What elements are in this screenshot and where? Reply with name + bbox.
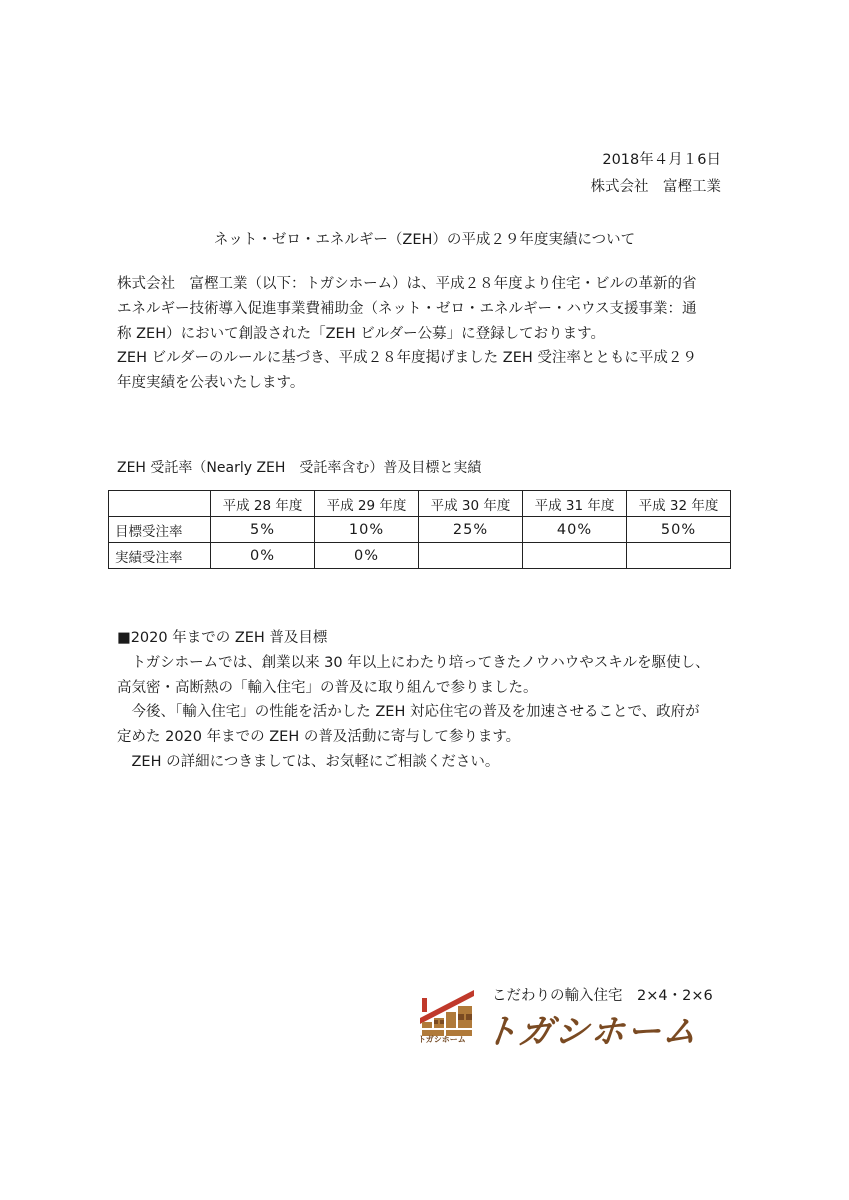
logo-tagline: こだわりの輸入住宅 2×4・2×6 <box>492 988 713 1004</box>
table-column-header: 平成 29 年度 <box>315 491 419 517</box>
table-caption: ZEH 受託率（Nearly ZEH 受託率含む）普及目標と実績 <box>117 460 482 476</box>
intro-line: 年度実績を公表いたします。 <box>117 375 305 392</box>
section-line: トガシホームでは、創業以来 30 年以上にわたり培ってきたノウハウやスキルを駆使し、 <box>117 654 710 671</box>
table-column-header: 平成 31 年度 <box>523 491 627 517</box>
section-line: 高気密・高断熱の「輸入住宅」の普及に取り組んで参りました。 <box>117 679 538 696</box>
logo-brand-name: トガシホーム <box>481 1012 701 1052</box>
intro-line: ZEH ビルダーのルールに基づき、平成２８年度掲げました ZEH 受注率とともに平成２９ <box>117 350 697 367</box>
table-cell: 10% <box>315 517 419 543</box>
table-column-header: 平成 32 年度 <box>627 491 731 517</box>
zeh-rate-table <box>108 490 731 569</box>
section-line: 定めた 2020 年までの ZEH の普及活動に寄与して参ります。 <box>117 729 521 746</box>
table-corner-cell <box>109 491 211 517</box>
section-heading: ■2020 年までの ZEH 普及目標 <box>117 630 328 646</box>
company-logo <box>418 984 738 1054</box>
section-line: 今後、「輸入住宅」の性能を活かした ZEH 対応住宅の普及を加速させることで、政府が <box>117 704 700 721</box>
intro-line: 株式会社 富樫工業（以下：トガシホーム）は、平成２８年度より住宅・ビルの革新的省 <box>117 276 697 292</box>
table-cell: 0% <box>211 543 315 569</box>
table-cell <box>523 543 627 569</box>
table-row <box>109 543 731 569</box>
table-row <box>109 517 731 543</box>
section-line: ZEH の詳細につきましては、お気軽にご相談ください。 <box>117 753 500 770</box>
row-label-actual: 実績受注率 <box>109 543 211 569</box>
goal-section <box>117 626 757 775</box>
intro-line: エネルギー技術導入促進事業費補助金（ネット・ゼロ・エネルギー・ハウス支援事業：通 <box>117 300 697 317</box>
intro-paragraph <box>117 272 737 396</box>
table-cell: 0% <box>315 543 419 569</box>
table-cell: 5% <box>211 517 315 543</box>
document-date: 2018年４月１6日 <box>602 152 721 168</box>
issuer-company: 株式会社 富樫工業 <box>590 179 721 195</box>
row-label-target: 目標受注率 <box>109 517 211 543</box>
table-cell: 40% <box>523 517 627 543</box>
logo-mark-text: トガシホーム <box>418 1035 466 1044</box>
document-title: ネット・ゼロ・エネルギー（ZEH）の平成２９年度実績について <box>213 232 636 248</box>
intro-line: 称 ZEH）において創設された「ZEH ビルダー公募」に登録しております。 <box>117 325 605 342</box>
table-cell: 50% <box>627 517 731 543</box>
table-column-header: 平成 30 年度 <box>419 491 523 517</box>
table-cell <box>419 543 523 569</box>
table-cell <box>627 543 731 569</box>
table-cell: 25% <box>419 517 523 543</box>
table-column-header: 平成 28 年度 <box>211 491 315 517</box>
table-header-row <box>109 491 731 517</box>
